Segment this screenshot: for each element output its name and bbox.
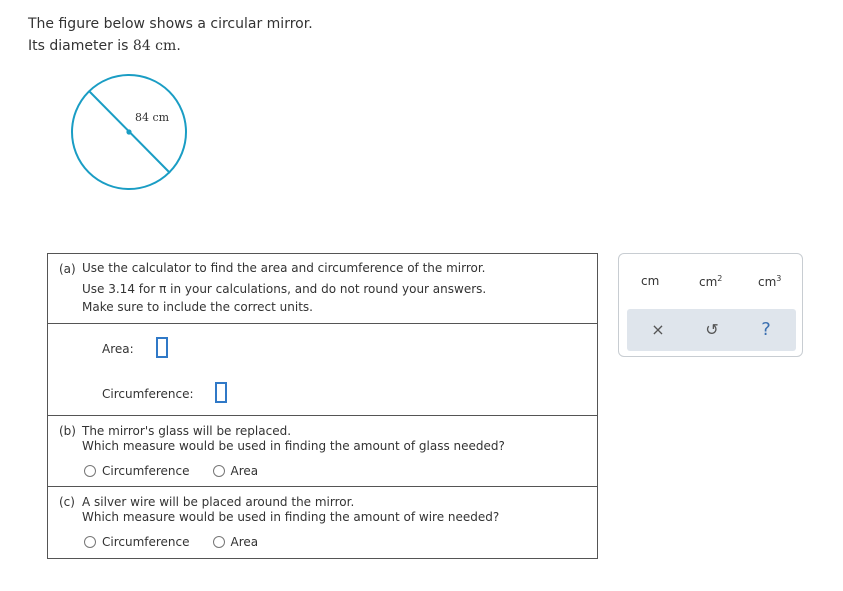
part-b-option-circumference[interactable] — [84, 464, 190, 478]
part-c-option-area[interactable] — [213, 535, 259, 549]
problem-intro — [28, 13, 313, 57]
unit-exponent: 3 — [776, 274, 782, 283]
circumference-label: Circumference: — [102, 387, 194, 401]
unit-base: cm — [758, 275, 777, 289]
part-c-panel — [47, 486, 598, 559]
unit-cm3-button[interactable] — [758, 274, 781, 289]
center-point — [126, 129, 131, 134]
option-label: Circumference — [102, 464, 190, 478]
radio-button[interactable] — [84, 465, 96, 477]
mirror-figure — [66, 70, 196, 200]
diameter-label: 84 cm — [135, 111, 170, 124]
part-a-question — [48, 254, 597, 324]
unit-cm-button[interactable] — [641, 274, 659, 288]
part-a-label: (a) — [59, 262, 76, 276]
part-a-line-3: Make sure to include the correct units. — [82, 300, 313, 314]
unit-exponent: 2 — [717, 274, 723, 283]
intro-line-2 — [28, 35, 313, 57]
part-a-line-2: Use 3.14 for π in your calculations, and do not round your answers. — [82, 282, 487, 296]
area-input[interactable] — [156, 337, 168, 358]
part-c-label: (c) — [59, 495, 75, 509]
circumference-input[interactable] — [215, 382, 227, 403]
intro-diameter-value: 84 cm — [132, 38, 177, 54]
intro-diameter-suffix: . — [176, 38, 181, 54]
help-icon[interactable]: ? — [761, 319, 771, 340]
option-label: Area — [230, 464, 259, 478]
part-b-panel — [47, 415, 598, 487]
part-c-line-2: Which measure would be used in finding the amount of wire needed? — [82, 510, 500, 524]
area-label: Area: — [102, 342, 134, 356]
radio-button[interactable] — [213, 536, 225, 548]
part-a-line-1: Use the calculator to find the area and circumference of the mirror. — [82, 261, 486, 275]
radio-button[interactable] — [213, 465, 225, 477]
palette-tools — [627, 309, 796, 351]
unit-buttons-row — [619, 268, 802, 292]
part-b-label: (b) — [59, 424, 76, 438]
part-c-option-circumference[interactable] — [84, 535, 190, 549]
part-c-line-1: A silver wire will be placed around the mirror. — [82, 495, 355, 509]
unit-base: cm — [641, 274, 660, 288]
clear-icon[interactable]: × — [651, 320, 665, 339]
part-a-panel — [47, 253, 598, 416]
part-b-options — [84, 464, 281, 478]
intro-diameter-prefix: Its diameter is — [28, 38, 133, 54]
part-b-line-2: Which measure would be used in finding the amount of glass needed? — [82, 439, 505, 453]
unit-cm2-button[interactable] — [699, 274, 722, 289]
unit-palette — [618, 253, 803, 357]
option-label: Circumference — [102, 535, 190, 549]
undo-icon[interactable]: ↺ — [705, 320, 719, 339]
unit-base: cm — [699, 275, 718, 289]
part-b-option-area[interactable] — [213, 464, 259, 478]
intro-line-1: The figure below shows a circular mirror. — [28, 16, 313, 32]
radio-button[interactable] — [84, 536, 96, 548]
option-label: Area — [230, 535, 259, 549]
part-b-line-1: The mirror's glass will be replaced. — [82, 424, 292, 438]
part-c-options — [84, 535, 281, 549]
